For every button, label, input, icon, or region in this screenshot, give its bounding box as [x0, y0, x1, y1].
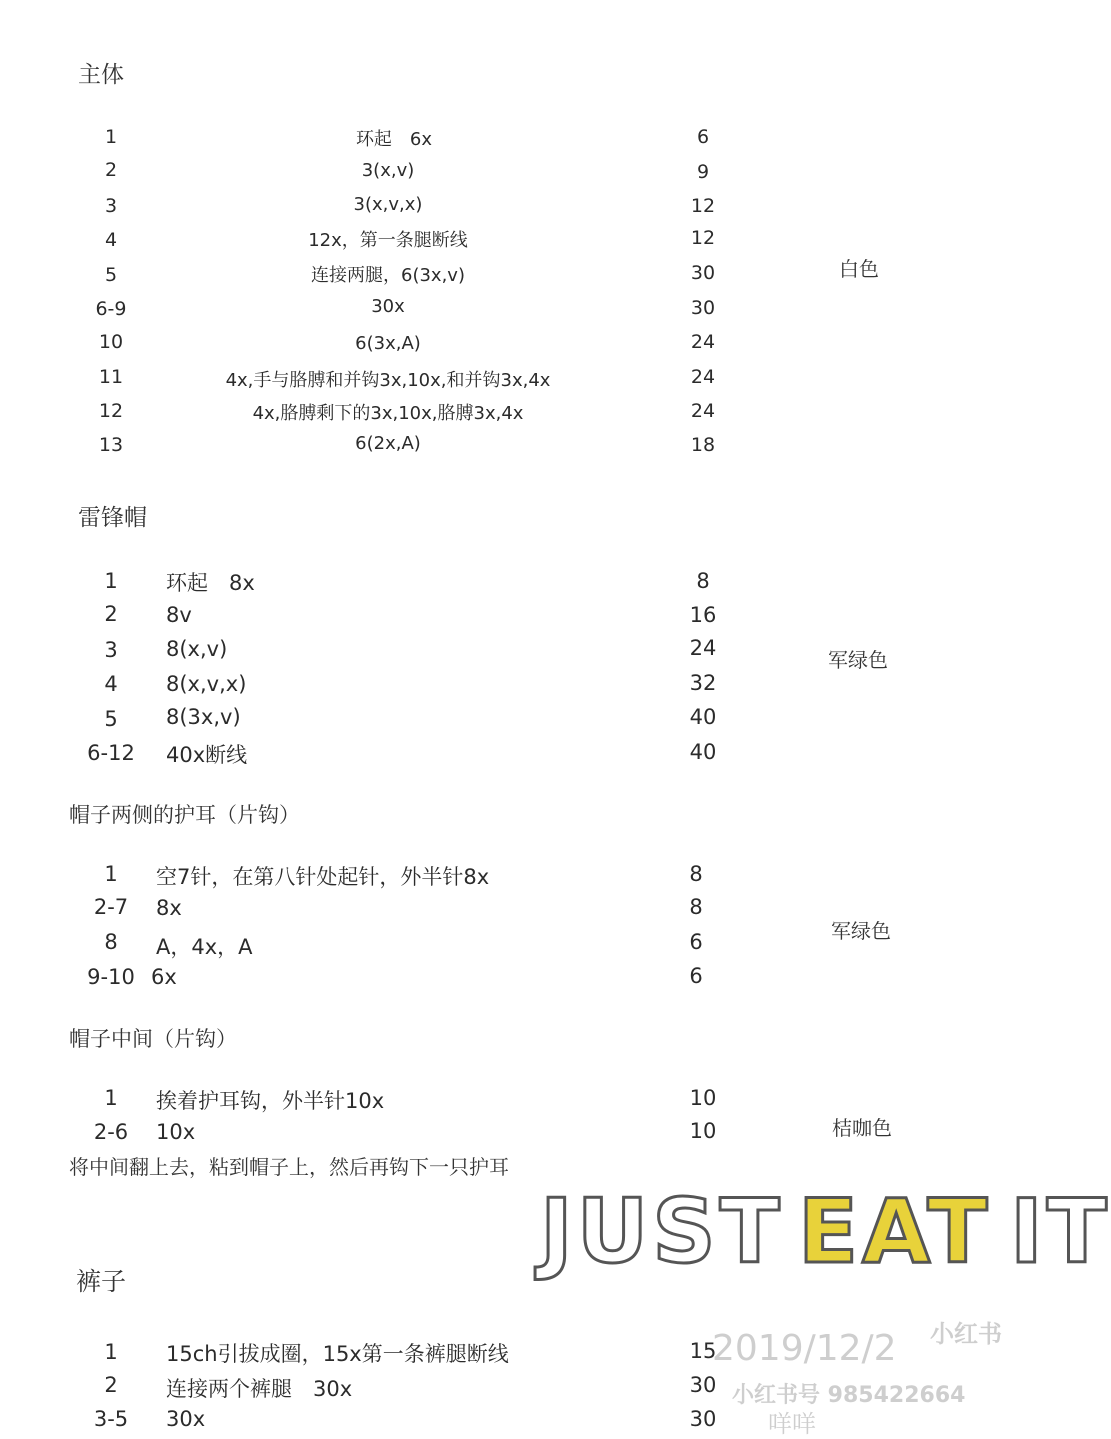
- round-number: 2: [104, 602, 118, 626]
- stitch-count: 30: [690, 297, 716, 319]
- round-number: 4: [104, 672, 118, 696]
- instruction: 4x,手与胳膊和并钩3x,10x,和并钩3x,4x: [225, 370, 551, 391]
- stitch-count: 12: [690, 195, 716, 217]
- round-number: 2: [104, 159, 118, 181]
- instruction: 挨着护耳钩，外半针10x: [156, 1089, 385, 1113]
- stitch-count: 15: [689, 1339, 717, 1363]
- instruction: 8(3x,v): [166, 705, 241, 729]
- stitch-count: 8: [689, 862, 703, 886]
- round-number: 5: [104, 264, 118, 286]
- round-number: 10: [98, 331, 124, 353]
- round-number: 5: [104, 707, 118, 731]
- stitch-count: 30: [689, 1373, 717, 1397]
- instruction: 12x，第一条腿断线: [308, 230, 468, 251]
- instruction: 3(x,v,x): [353, 194, 423, 215]
- stitch-count: 24: [690, 331, 716, 353]
- instruction: 30x: [371, 296, 405, 317]
- stitch-count: 10: [689, 1086, 717, 1110]
- stitch-count: 30: [689, 1407, 717, 1431]
- round-number: 11: [98, 366, 124, 388]
- round-number: 6-12: [87, 741, 135, 765]
- instruction: 15ch引拔成圈，15x第一条裤腿断线: [166, 1342, 509, 1366]
- banner-word-it: IT: [1010, 1180, 1111, 1283]
- stitch-count: 6: [689, 930, 703, 954]
- instruction: 环起 6x: [355, 129, 433, 150]
- yarn-color-label: 桔咖色: [832, 1116, 892, 1140]
- section-title-hat-middle: 帽子中间（片钩）: [69, 1027, 237, 1051]
- stitch-count: 24: [690, 366, 716, 388]
- stitch-count: 9: [696, 161, 710, 183]
- instruction: 40x断线: [166, 743, 248, 767]
- round-number: 12: [98, 400, 124, 422]
- instruction: 6(3x,A): [355, 333, 421, 354]
- instruction-note: 将中间翻上去，粘到帽子上，然后再钩下一只护耳: [69, 1155, 509, 1179]
- watermark-name: 咩咩: [768, 1410, 816, 1438]
- watermark-id: 小红书号 985422664: [732, 1383, 966, 1408]
- round-number: 2: [104, 1373, 118, 1397]
- instruction: 空7针，在第八针处起针，外半针8x: [156, 865, 490, 889]
- yarn-color-label: 军绿色: [831, 919, 891, 943]
- stitch-count: 6: [689, 964, 703, 988]
- round-number: 1: [104, 126, 118, 148]
- watermark-date: 2019/12/2: [712, 1328, 897, 1369]
- stitch-count: 32: [689, 671, 717, 695]
- stitch-count: 16: [689, 603, 717, 627]
- round-number: 3-5: [93, 1407, 129, 1431]
- stitch-count: 40: [689, 705, 717, 729]
- stitch-count: 24: [689, 636, 717, 660]
- round-number: 1: [104, 1086, 118, 1110]
- instruction: 8(x,v,x): [166, 672, 247, 696]
- round-number: 1: [104, 862, 118, 886]
- stitch-count: 40: [689, 740, 717, 764]
- instruction: A，4x，A: [156, 935, 253, 959]
- instruction: 3(x,v): [361, 160, 415, 181]
- round-number: 2-6: [93, 1120, 129, 1144]
- round-number: 13: [98, 434, 124, 456]
- instruction: 连接两个裤腿 30x: [166, 1377, 353, 1401]
- watermark-logo: 小红书: [930, 1320, 1002, 1348]
- round-number: 1: [104, 569, 118, 593]
- section-title-pants: 裤子: [76, 1267, 127, 1296]
- section-title-hat: 雷锋帽: [78, 505, 147, 531]
- yarn-color-label: 白色: [839, 257, 879, 281]
- instruction: 6(2x,A): [355, 433, 421, 454]
- yarn-color-label: 军绿色: [828, 648, 888, 672]
- round-number: 6-9: [95, 298, 127, 320]
- stitch-count: 10: [689, 1119, 717, 1143]
- instruction: 4x,胳膊剩下的3x,10x,胳膊3x,4x: [252, 403, 524, 424]
- stitch-count: 6: [696, 126, 710, 148]
- banner-word-just: JUST: [540, 1180, 784, 1283]
- stitch-count: 30: [690, 262, 716, 284]
- stitch-count: 8: [689, 895, 703, 919]
- round-number: 3: [104, 195, 118, 217]
- instruction: 环起 8x: [166, 571, 255, 595]
- instruction: 6x: [151, 965, 177, 989]
- instruction: 8x: [156, 896, 182, 920]
- stitch-count: 12: [690, 227, 716, 249]
- stitch-count: 8: [696, 569, 710, 593]
- instruction: 10x: [156, 1120, 196, 1144]
- round-number: 2-7: [93, 895, 129, 919]
- instruction: 30x: [166, 1407, 206, 1431]
- instruction: 连接两腿，6(3x,v): [311, 265, 465, 286]
- round-number: 1: [104, 1340, 118, 1364]
- stitch-count: 18: [690, 434, 716, 456]
- instruction: 8(x,v): [166, 637, 228, 661]
- instruction: 8v: [166, 603, 192, 627]
- stitch-count: 24: [690, 400, 716, 422]
- section-title-earflaps: 帽子两侧的护耳（片钩）: [69, 803, 300, 827]
- round-number: 9-10: [87, 965, 135, 989]
- round-number: 3: [104, 638, 118, 662]
- round-number: 8: [104, 930, 118, 954]
- round-number: 4: [104, 229, 118, 251]
- banner-word-eat: EAT: [798, 1180, 992, 1283]
- section-title-body: 主体: [78, 62, 124, 88]
